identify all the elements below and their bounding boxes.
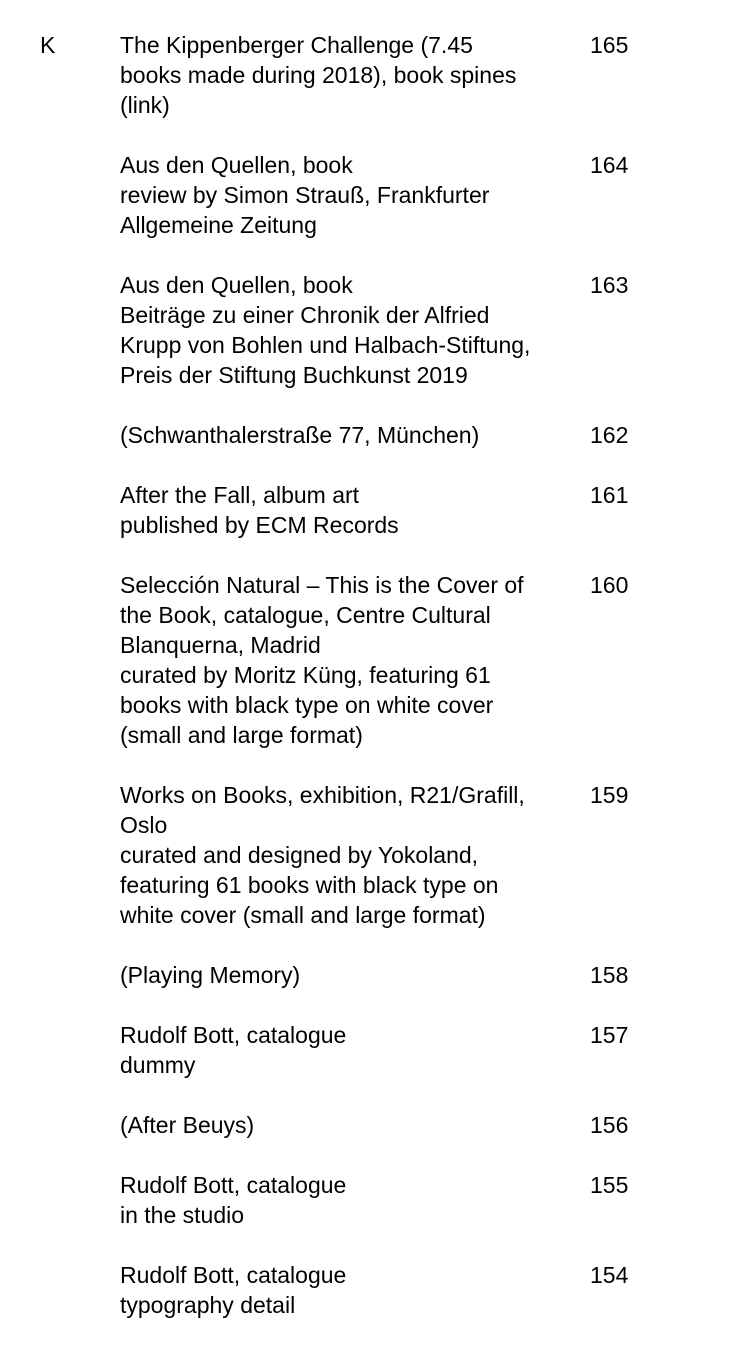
project-title-link[interactable]: Rudolf Bott, catalogue in the studio — [120, 1172, 347, 1228]
project-number: 159 — [590, 782, 629, 808]
project-title-link[interactable]: (Schwanthalerstraße 77, München) — [120, 422, 480, 448]
project-number: 155 — [590, 1172, 629, 1198]
project-number: 156 — [590, 1112, 629, 1138]
project-title-link[interactable]: The Kippenberger Challenge (7.45 books made during 2018), book spines (link) — [120, 32, 517, 118]
project-entry[interactable] — [120, 1260, 680, 1320]
project-entry[interactable] — [120, 480, 680, 540]
project-number: 157 — [590, 1022, 629, 1048]
project-entry[interactable] — [120, 1170, 680, 1230]
project-title-link[interactable]: Works on Books, exhibition, R21/Grafill, Oslo curated and designed by Yokoland, featuring 61 books with black type on white cover (small and large format) — [120, 782, 525, 928]
project-title-link[interactable]: Rudolf Bott, catalogue dummy — [120, 1022, 347, 1078]
project-title-link[interactable]: Aus den Quellen, book review by Simon Strauß, Frankfurter Allgemeine Zeitung — [120, 152, 490, 238]
project-title-link[interactable]: Rudolf Bott, catalogue typography detail — [120, 1262, 347, 1318]
project-entry[interactable] — [120, 150, 680, 240]
project-entry[interactable] — [120, 420, 680, 450]
project-entry[interactable] — [120, 960, 680, 990]
project-title-link[interactable]: After the Fall, album art published by ECM Records — [120, 482, 399, 538]
project-list — [120, 30, 680, 1350]
project-number: 165 — [590, 32, 629, 58]
project-number: 154 — [590, 1262, 629, 1288]
project-number: 162 — [590, 422, 629, 448]
project-entry[interactable] — [120, 1110, 680, 1140]
project-title-link[interactable]: Aus den Quellen, book Beiträge zu einer Chronik der Alfried Krupp von Bohlen und Halbach-Stiftung, Preis der Stiftung Buchkunst 2019 — [120, 272, 531, 388]
project-entry[interactable] — [120, 1020, 680, 1080]
project-number: 164 — [590, 152, 629, 178]
project-number: 158 — [590, 962, 629, 988]
project-title-link[interactable]: (Playing Memory) — [120, 962, 301, 988]
index-letter: K — [40, 32, 56, 58]
project-entry[interactable] — [120, 780, 680, 930]
project-entry[interactable] — [120, 30, 680, 120]
project-entry[interactable] — [120, 270, 680, 390]
project-entry[interactable] — [120, 570, 680, 750]
project-number: 161 — [590, 482, 629, 508]
project-number: 163 — [590, 272, 629, 298]
project-number: 160 — [590, 572, 629, 598]
project-title-link[interactable]: (After Beuys) — [120, 1112, 255, 1138]
project-title-link[interactable]: Selección Natural – This is the Cover of the Book, catalogue, Centre Cultural Blanquerna, Madrid curated by Moritz Küng, featuring 61 books with black type on white cover (small and large format) — [120, 572, 524, 748]
